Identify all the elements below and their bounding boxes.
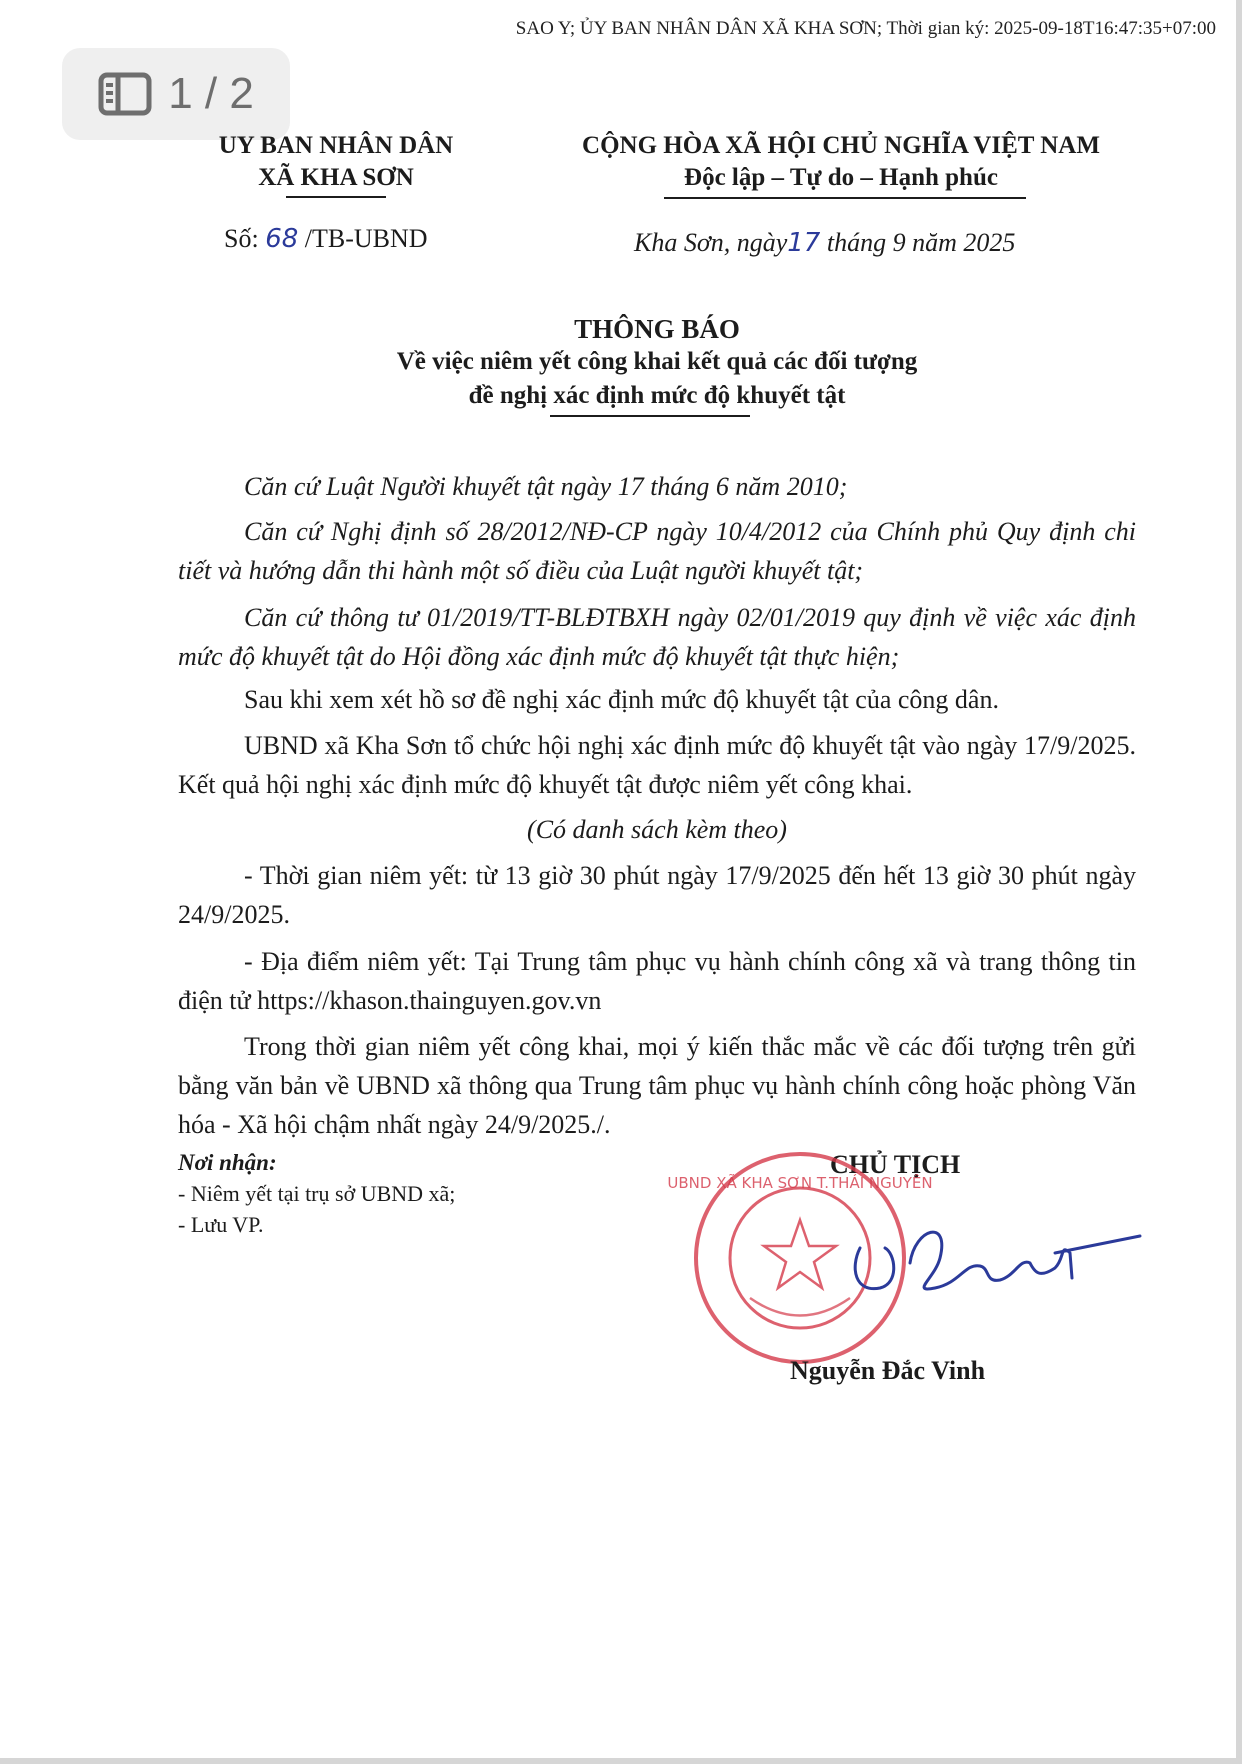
stamp-text: UBND XÃ KHA SƠN T.THÁI NGUYÊN: [667, 1174, 933, 1192]
basis-circular: Căn cứ thông tư 01/2019/TT-BLĐTBXH ngày 02/01/2019 quy định về việc xác định mức độ khuyết tật do Hội đồng xác định mức độ khuyết tật thực hiện;: [178, 603, 1136, 671]
number-prefix: Số:: [224, 224, 259, 253]
signer-name: Nguyễn Đắc Vinh: [790, 1356, 986, 1385]
document-number: [224, 224, 428, 254]
date-day: 17: [787, 228, 821, 258]
handwritten-signature: [840, 1208, 1160, 1318]
document-date: [634, 228, 1015, 258]
subtitle-underline: [550, 415, 750, 417]
paragraph-conference: UBND xã Kha Sơn tổ chức hội nghị xác định mức độ khuyết tật vào ngày 17/9/2025. Kết quả hội nghị xác định mức độ khuyết tật được niêm yết công khai.: [178, 731, 1136, 799]
signer-position: CHỦ TỊCH: [830, 1150, 961, 1179]
document-subtitle-line1: Về việc niêm yết công khai kết quả các đối tượng: [396, 348, 918, 375]
paragraph-review: Sau khi xem xét hồ sơ đề nghị xác định mức độ khuyết tật của công dân.: [244, 685, 999, 714]
basis-decree: Căn cứ Nghị định số 28/2012/NĐ-CP ngày 10/4/2012 của Chính phủ Quy định chi tiết và hướng dẫn thi hành một số điều của Luật người khuyết tật;: [178, 517, 1136, 585]
basis-law: Căn cứ Luật Người khuyết tật ngày 17 tháng 6 năm 2010;: [244, 472, 848, 501]
country-line2: Độc lập – Tự do – Hạnh phúc: [684, 164, 998, 191]
date-prefix: Kha Sơn, ngày: [634, 228, 788, 257]
agency-line2: XÃ KHA SƠN: [258, 164, 414, 191]
recipients-label: Nơi nhận:: [178, 1150, 277, 1175]
attachment-note: (Có danh sách kèm theo): [527, 815, 787, 844]
number-suffix: /TB-UBND: [304, 224, 428, 253]
motto-underline: [664, 197, 1026, 199]
posting-time: - Thời gian niêm yết: từ 13 giờ 30 phút ngày 17/9/2025 đến hết 13 giờ 30 phút ngày 24/9/2025.: [178, 861, 1136, 929]
country-line1: CỘNG HÒA XÃ HỘI CHỦ NGHĨA VIỆT NAM: [582, 132, 1100, 159]
date-suffix: tháng 9 năm 2025: [826, 228, 1016, 257]
posting-location: - Địa điểm niêm yết: Tại Trung tâm phục vụ hành chính công xã và trang thông tin điện tử https://khason.thainguyen.gov.vn: [178, 947, 1136, 1015]
document-title: THÔNG BÁO: [574, 314, 740, 344]
sidebar-icon[interactable]: [98, 72, 152, 116]
document-subtitle-line2: đề nghị xác định mức độ khuyết tật: [468, 382, 846, 409]
feedback-paragraph: Trong thời gian niêm yết công khai, mọi ý kiến thắc mắc về các đối tượng trên gửi bằng văn bản về UBND xã thông qua Trung tâm phục vụ hành chính công hoặc phòng Văn hóa - Xã hội chậm nhất ngày 24/9/2025./.: [178, 1032, 1136, 1139]
agency-underline: [286, 196, 386, 198]
recipient-item: - Lưu VP.: [178, 1212, 264, 1237]
page-counter-label: 1 / 2: [168, 69, 254, 118]
recipient-item: - Niêm yết tại trụ sở UBND xã;: [178, 1181, 456, 1206]
number-value: 68: [265, 224, 299, 254]
digital-signature-line: SAO Y; ỦY BAN NHÂN DÂN XÃ KHA SƠN; Thời gian ký: 2025-09-18T16:47:35+07:00: [515, 18, 1216, 39]
agency-line1: UY BAN NHÂN DÂN: [218, 132, 454, 159]
page-counter[interactable]: [62, 48, 290, 140]
